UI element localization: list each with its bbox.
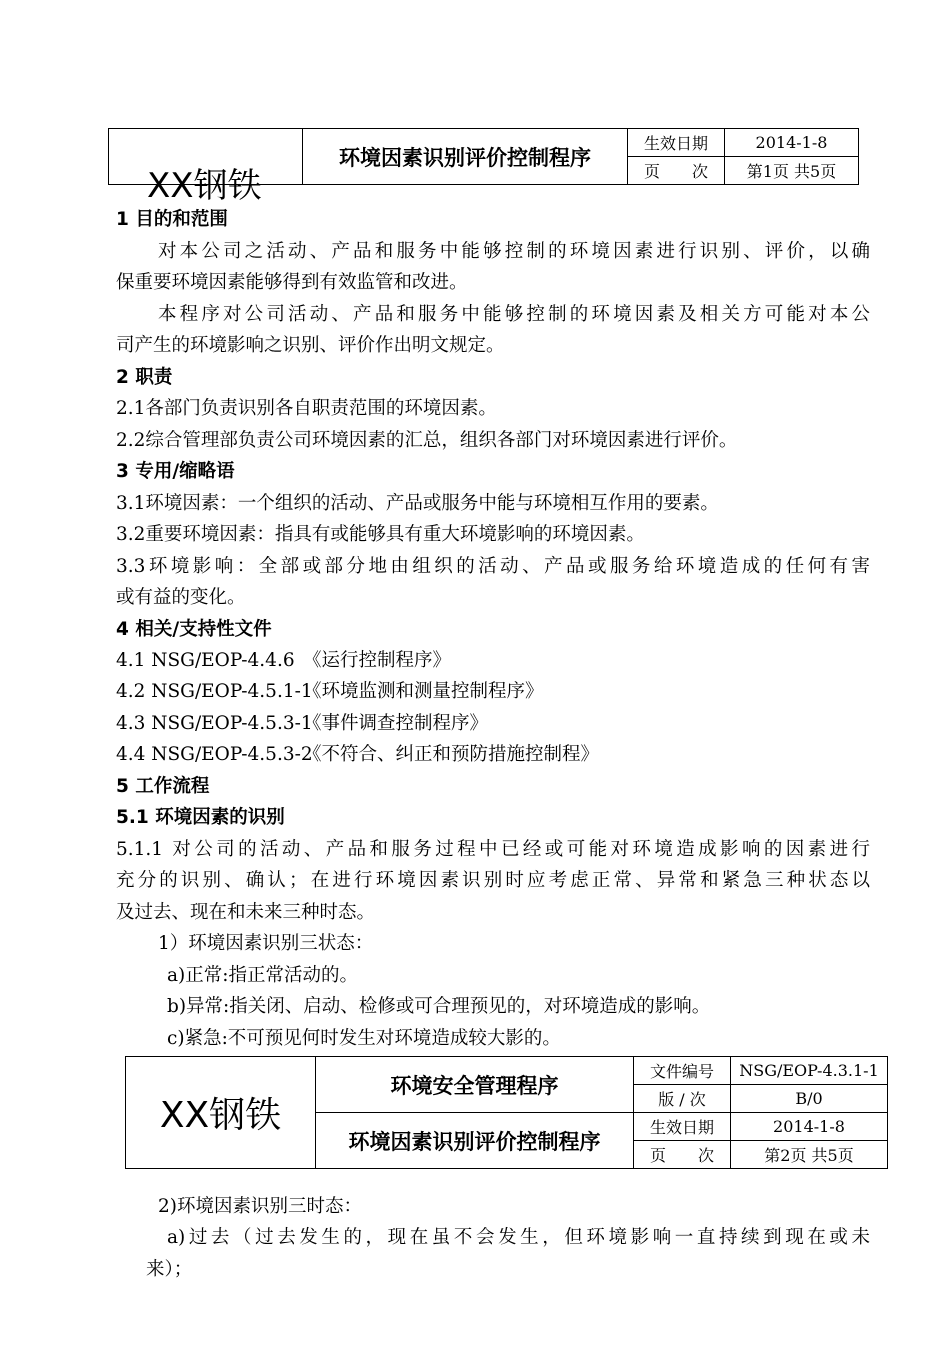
section-3-item-3-line-2: 或有益的变化。 bbox=[116, 587, 246, 608]
section-1-paragraph-1-line-1: 对本公司之活动、产品和服务中能够控制的环境因素进行识别、评价，以确 bbox=[158, 241, 870, 262]
section-3-item-3-line-1: 3.3环境影响：全部或部分地由组织的活动、产品或服务给环境造成的任何有害 bbox=[116, 556, 870, 577]
section-3-heading: 3 专用/缩略语 bbox=[116, 461, 235, 482]
reference-title: 《运行控制程序》 bbox=[303, 650, 452, 671]
section-5-1-1-line-2: 充分的识别、确认；在进行环境因素识别时应考虑正常、异常和紧急三种状态以 bbox=[116, 870, 870, 891]
section-3-item-1: 3.1环境因素：一个组织的活动、产品或服务中能与环境相互作用的要素。 bbox=[116, 493, 719, 514]
section-3-item-2: 3.2重要环境因素：指具有或能够具有重大环境影响的环境因素。 bbox=[116, 524, 645, 545]
document-title: 环境因素识别评价控制程序 bbox=[303, 129, 628, 185]
reference-code: 4.3 NSG/EOP-4.5.3-1 bbox=[116, 713, 313, 734]
section-4-heading: 4 相关/支持性文件 bbox=[116, 619, 272, 640]
state-b: b)异常:指关闭、启动、检修或可合理预见的，对环境造成的影响。 bbox=[167, 996, 711, 1017]
reference-title: 《不符合、纠正和预防措施控制程》 bbox=[303, 744, 600, 765]
section-5-heading: 5 工作流程 bbox=[116, 776, 210, 797]
reference-item bbox=[116, 677, 544, 707]
tense-a-line-1: a)过去（过去发生的，现在虽不会发生，但环境影响一直持续到现在或未 bbox=[167, 1227, 870, 1248]
state-c: c)紧急:不可预见何时发生对环境造成较大影的。 bbox=[167, 1028, 561, 1049]
reference-code: 4.4 NSG/EOP-4.5.3-2 bbox=[116, 744, 313, 765]
effective-date-label: 生效日期 bbox=[628, 129, 725, 157]
section-5-1-heading: 5.1 环境因素的识别 bbox=[116, 807, 285, 828]
reference-title: 《环境监测和测量控制程序》 bbox=[303, 681, 544, 702]
state-a: a)正常:指正常活动的。 bbox=[167, 965, 358, 986]
section-1-paragraph-1-line-2: 保重要环境因素能够得到有效监管和改进。 bbox=[116, 272, 468, 293]
document-number-label: 文件编号 bbox=[634, 1057, 731, 1085]
page-number-label: 页 次 bbox=[628, 157, 725, 185]
page-number-label: 页 次 bbox=[634, 1141, 731, 1169]
company-name: XX钢铁 bbox=[147, 166, 262, 206]
states-heading: 1）环境因素识别三状态： bbox=[158, 933, 374, 954]
section-5-1-1-line-3: 及过去、现在和未来三种时态。 bbox=[116, 902, 376, 923]
effective-date-label: 生效日期 bbox=[634, 1113, 731, 1141]
version-label: 版 / 次 bbox=[634, 1085, 731, 1113]
reference-item bbox=[116, 646, 451, 676]
reference-item bbox=[116, 709, 488, 739]
section-1-heading: 1 目的和范围 bbox=[116, 209, 228, 230]
reference-code: 4.1 NSG/EOP-4.4.6 bbox=[116, 650, 295, 671]
page2-header-table bbox=[125, 1056, 888, 1169]
page-number-value: 第2页 共5页 bbox=[731, 1141, 888, 1169]
section-1-paragraph-2-line-1: 本程序对公司活动、产品和服务中能够控制的环境因素及相关方可能对本公 bbox=[158, 304, 870, 325]
section-2-item-1: 2.1各部门负责识别各自职责范围的环境因素。 bbox=[116, 398, 497, 419]
reference-code: 4.2 NSG/EOP-4.5.1-1 bbox=[116, 681, 313, 702]
reference-item bbox=[116, 740, 599, 770]
tenses-heading: 2)环境因素识别三时态： bbox=[158, 1196, 362, 1217]
reference-title: 《事件调查控制程序》 bbox=[303, 713, 489, 734]
version-value: B/0 bbox=[731, 1085, 888, 1113]
document-title: 环境因素识别评价控制程序 bbox=[316, 1113, 634, 1169]
page-number-value: 第1页 共5页 bbox=[725, 157, 859, 185]
document-number-value: NSG/EOP-4.3.1-1 bbox=[731, 1057, 888, 1085]
effective-date-value: 2014-1-8 bbox=[725, 129, 859, 157]
effective-date-value: 2014-1-8 bbox=[731, 1113, 888, 1141]
company-name: XX钢铁 bbox=[126, 1057, 316, 1169]
tense-a-line-2: 来）； bbox=[146, 1259, 193, 1280]
section-5-1-1-line-1: 5.1.1 对公司的活动、产品和服务过程中已经或可能对环境造成影响的因素进行 bbox=[116, 839, 870, 860]
section-1-paragraph-2-line-2: 司产生的环境影响之识别、评价作出明文规定。 bbox=[116, 335, 505, 356]
section-2-heading: 2 职责 bbox=[116, 367, 173, 388]
section-2-item-2: 2.2综合管理部负责公司环境因素的汇总，组织各部门对环境因素进行评价。 bbox=[116, 430, 738, 451]
program-title: 环境安全管理程序 bbox=[316, 1057, 634, 1113]
